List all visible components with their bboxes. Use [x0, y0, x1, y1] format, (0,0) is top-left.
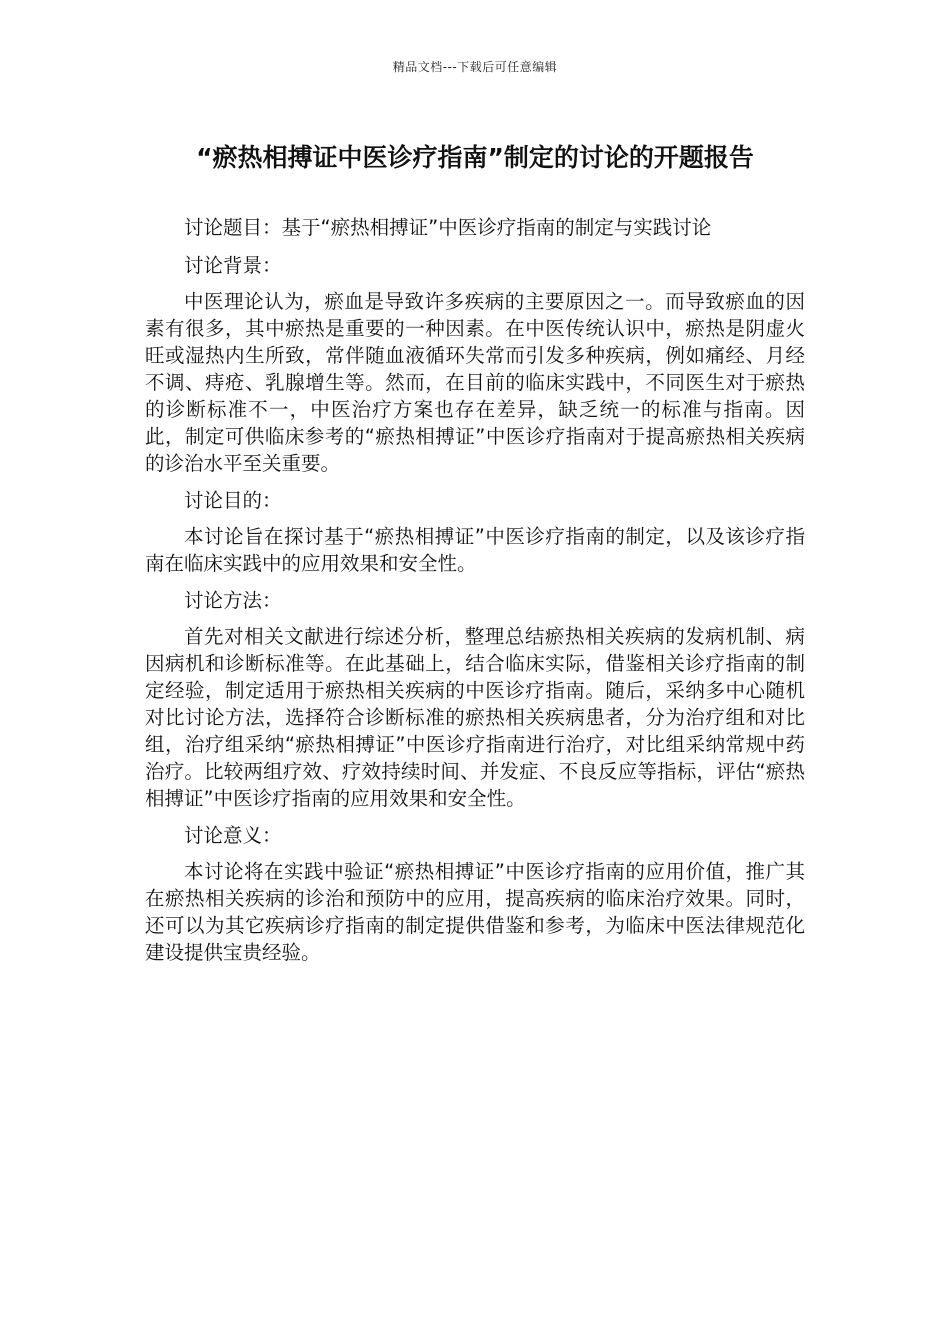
document-title: “瘀热相搏证中医诊疗指南”制定的讨论的开题报告 — [196, 143, 754, 172]
section-text-purpose: 本讨论旨在探讨基于“瘀热相搏证”中医诊疗指南的制定，以及该诊疗指南在临床实践中的应用效果和安全性。 — [145, 525, 805, 575]
topic-line: 讨论题目：基于“瘀热相搏证”中医诊疗指南的制定与实践讨论 — [184, 216, 712, 239]
section-text-background: 中医理论认为，瘀血是导致许多疾病的主要原因之一。而导致瘀血的因素有很多，其中瘀热是重要的一种因素。在中医传统认识中，瘀热是阴虚火旺或湿热内生所致，常伴随血液循环失常而引发多种疾病，例如痛经、月经不调、痔疮、乳腺增生等。然而，在目前的临床实践中，不同医生对于瘀热的诊断标准不一，中医治疗方案也存在差异，缺乏统一的标准与指南。因此，制定可供临床参考的“瘀热相搏证”中医诊疗指南对于提高瘀热相关疾病的诊治水平至关重要。 — [145, 290, 805, 475]
section-text-method: 首先对相关文献进行综述分析，整理总结瘀热相关疾病的发病机制、病因病机和诊断标准等。在此基础上，结合临床实际，借鉴相关诊疗指南的制定经验，制定适用于瘀热相关疾病的中医诊疗指南。随后，采纳多中心随机对比讨论方法，选择符合诊断标准的瘀热相关疾病患者，分为治疗组和对比组，治疗组采纳“瘀热相搏证”中医诊疗指南进行治疗，对比组采纳常规中药治疗。比较两组疗效、疗效持续时间、并发症、不良反应等指标，评估“瘀热相搏证”中医诊疗指南的应用效果和安全性。 — [145, 625, 805, 810]
document-body — [145, 214, 805, 976]
section-text-significance: 本讨论将在实践中验证“瘀热相搏证”中医诊疗指南的应用价值，推广其在瘀热相关疾病的诊治和预防中的应用，提高疾病的临床治疗效果。同时，还可以为其它疾病诊疗指南的制定提供借鉴和参考，为临床中医法律规范化建设提供宝贵经验。 — [145, 860, 805, 964]
header-note: 精品文档---下载后可任意编辑 — [392, 60, 558, 74]
section-heading-background: 讨论背景： — [184, 254, 282, 277]
section-heading-purpose: 讨论目的： — [184, 489, 282, 512]
section-heading-method: 讨论方法： — [184, 589, 282, 612]
section-heading-significance: 讨论意义： — [184, 824, 282, 847]
